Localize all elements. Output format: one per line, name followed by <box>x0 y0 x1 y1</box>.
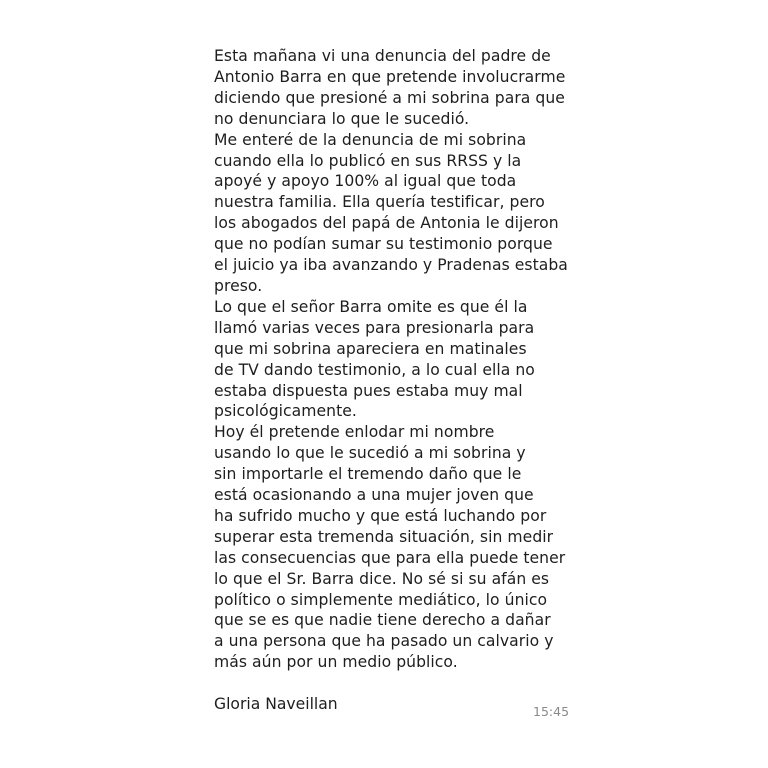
message-line: nuestra familia. Ella quería testificar, pero <box>214 193 545 212</box>
message-line: no denunciara lo que le sucedió. <box>214 109 470 128</box>
message-line: a una persona que ha pasado un calvario y <box>214 632 554 651</box>
message-line: que no podían sumar su testimonio porque <box>214 235 553 254</box>
message-line: preso. <box>214 276 263 295</box>
message-line: está ocasionando a una mujer joven que <box>214 486 534 505</box>
message-line: los abogados del papá de Antonia le dijeron <box>214 214 559 233</box>
message-line: que mi sobrina apareciera en matinales <box>214 339 527 358</box>
message-line: más aún por un medio público. <box>214 653 458 672</box>
message-line: Me enteré de la denuncia de mi sobrina <box>214 130 527 149</box>
message-line: lo que el Sr. Barra dice. No sé si su afán es <box>214 569 550 588</box>
message-line: Antonio Barra en que pretende involucrarme <box>214 67 566 86</box>
message-line: Esta mañana vi una denuncia del padre de <box>214 47 551 65</box>
message-line: Lo que el señor Barra omite es que él la <box>214 297 528 316</box>
message-line: psicológicamente. <box>214 402 357 421</box>
message-line: el juicio ya iba avanzando y Pradenas estaba <box>214 256 568 275</box>
message-line: cuando ella lo publicó en sus RRSS y la <box>214 151 522 170</box>
message-signature: Gloria Naveillan <box>214 695 338 713</box>
message-line: estaba dispuesta pues estaba muy mal <box>214 381 523 400</box>
message-line: apoyé y apoyo 100% al igual que toda <box>214 172 517 191</box>
message-line: político o simplemente mediático, lo único <box>214 590 548 609</box>
message-line: de TV dando testimonio, a lo cual ella no <box>214 360 535 379</box>
message-bubble[interactable] <box>214 46 584 736</box>
message-line: Hoy él pretende enlodar mi nombre <box>214 423 495 442</box>
message-line: diciendo que presioné a mi sobrina para que <box>214 88 565 107</box>
message-line: llamó varias veces para presionarla para <box>214 318 535 337</box>
message-line: usando lo que le sucedió a mi sobrina y <box>214 444 526 463</box>
message-line: ha sufrido mucho y que está luchando por <box>214 506 547 525</box>
message-line: superar esta tremenda situación, sin medir <box>214 527 554 546</box>
message-line: sin importarle el tremendo daño que le <box>214 465 522 484</box>
message-line: que se es que nadie tiene derecho a dañar <box>214 611 551 630</box>
message-timestamp: 15:45 <box>533 704 570 719</box>
message-line: las consecuencias que para ella puede tener <box>214 548 566 567</box>
